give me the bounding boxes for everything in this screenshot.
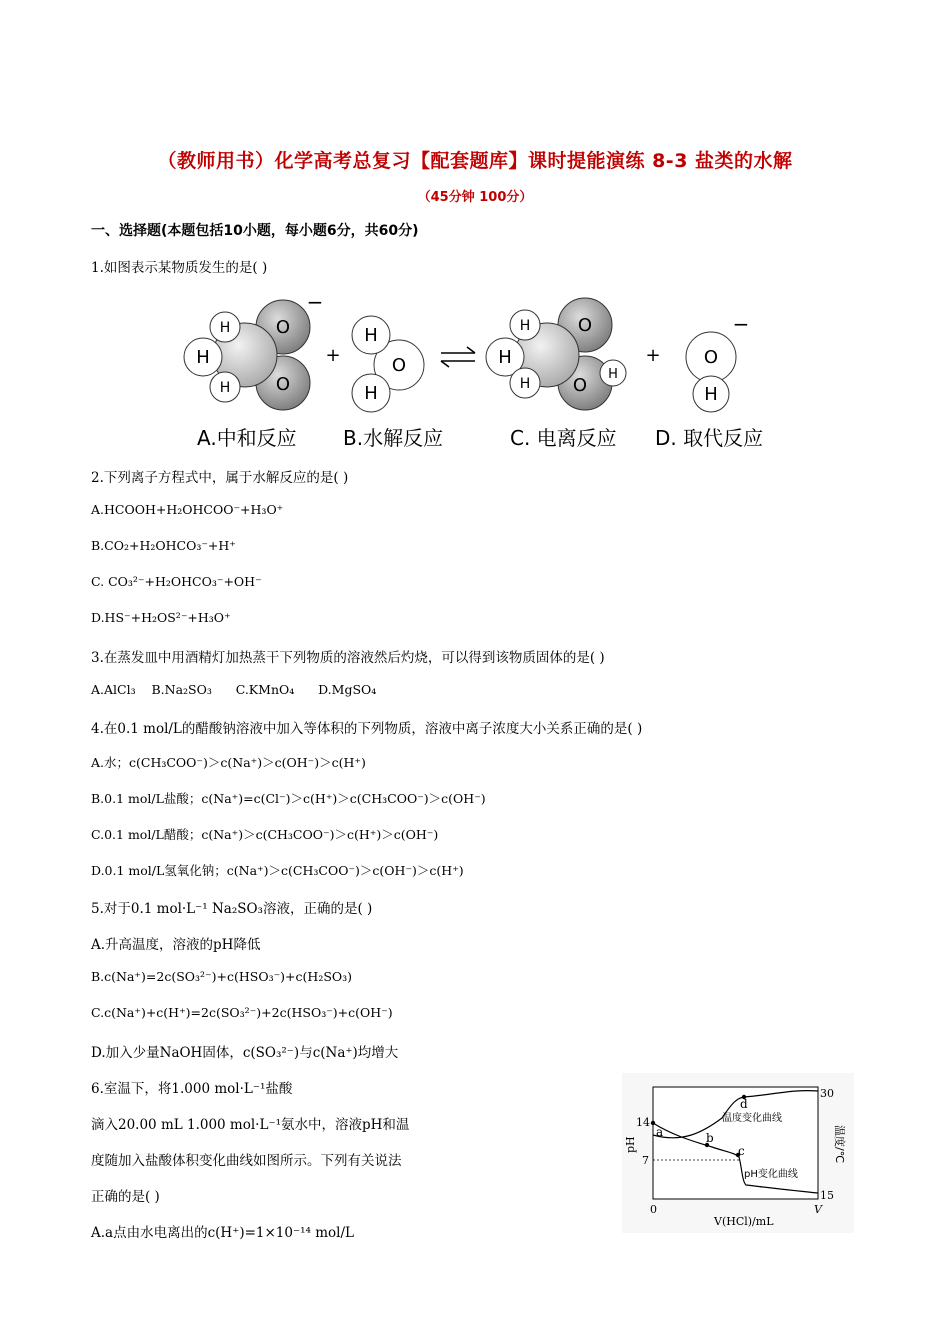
- q3-options: A.AlCl₃ B.Na₂SO₃ C.KMnO₄ D.MgSO₄: [91, 682, 377, 697]
- q6-line3: 度随加入盐酸体积变化曲线如图所示。下列有关说法: [91, 1153, 402, 1169]
- point-a: [651, 1121, 655, 1125]
- q2-option-d: D.HS⁻+H₂OS²⁻+H₃O⁺: [91, 610, 231, 625]
- plus-sign: +: [645, 345, 661, 366]
- atom-label: O: [572, 375, 588, 396]
- q3-stem: 3.在蒸发皿中用酒精灯加热蒸干下列物质的溶液然后灼烧，可以得到该物质固体的是( ): [91, 650, 605, 666]
- equilibrium-arrow-icon: [441, 347, 475, 367]
- atom-label: H: [364, 325, 378, 346]
- plus-sign: +: [325, 345, 341, 366]
- atom-label: H: [519, 318, 531, 334]
- q4-option-b: B.0.1 mol/L盐酸；c(Na⁺)=c(Cl⁻)＞c(H⁺)＞c(CH₃COO⁻)＞c(OH⁻): [91, 791, 486, 806]
- temp-curve-label: 温度变化曲线: [722, 1113, 782, 1124]
- tick-7: 7: [642, 1154, 649, 1167]
- y-right-label: 温度/℃: [833, 1125, 846, 1164]
- x-axis-label: V(HCl)/mL: [714, 1215, 774, 1228]
- q4-option-d: D.0.1 mol/L氢氧化钠；c(Na⁺)＞c(CH₃COO⁻)＞c(OH⁻)＞c(H⁺): [91, 863, 464, 878]
- atom-label: H: [608, 367, 618, 382]
- atom-label: H: [219, 320, 231, 336]
- atom-label: O: [577, 315, 593, 336]
- atom-label: O: [275, 374, 291, 395]
- tick-14: 14: [636, 1116, 650, 1129]
- q4-option-a: A.水；c(CH₃COO⁻)＞c(Na⁺)＞c(OH⁻)＞c(H⁺): [91, 755, 366, 770]
- q4-option-c: C.0.1 mol/L醋酸；c(Na⁺)＞c(CH₃COO⁻)＞c(H⁺)＞c(OH⁻): [91, 827, 439, 842]
- molecule-water: [352, 316, 424, 412]
- atom-label: O: [703, 347, 719, 368]
- label-a: a: [656, 1125, 664, 1139]
- q5-option-b: B.c(Na⁺)=2c(SO₃²⁻)+c(HSO₃⁻)+c(H₂SO₃): [91, 969, 353, 984]
- q1-option-b: B.水解反应: [343, 426, 444, 450]
- molecule-hydroxide: [686, 312, 749, 412]
- q1-option-c: C. 电离反应: [510, 426, 617, 450]
- charge-minus: −: [732, 312, 750, 336]
- q1-stem: 1.如图表示某物质发生的是( ): [91, 260, 268, 276]
- charge-minus: −: [306, 295, 324, 314]
- molecule-3: [486, 298, 626, 410]
- q6-line2: 滴入20.00 mL 1.000 mol·L⁻¹氨水中，溶液pH和温: [91, 1117, 410, 1133]
- atom-label: O: [275, 317, 291, 338]
- label-c: c: [738, 1144, 745, 1158]
- tick-0: 0: [650, 1203, 657, 1216]
- q1-option-d: D. 取代反应: [655, 426, 764, 450]
- atom-label: H: [196, 347, 210, 368]
- q5-option-a: A.升高温度，溶液的pH降低: [91, 937, 261, 953]
- q2-stem: 2.下列离子方程式中，属于水解反应的是( ): [91, 470, 349, 486]
- q5-option-d: D.加入少量NaOH固体，c(SO₃²⁻)与c(Na⁺)均增大: [91, 1045, 399, 1061]
- atom-label: H: [519, 376, 531, 392]
- q2-option-b: B.CO₂+H₂OHCO₃⁻+H⁺: [91, 538, 236, 553]
- ph-curve-label: pH变化曲线: [744, 1169, 798, 1180]
- q4-stem: 4.在0.1 mol/L的醋酸钠溶液中加入等体积的下列物质，溶液中离子浓度大小关系正确的是( ): [91, 721, 643, 737]
- q2-option-c: C. CO₃²⁻+H₂OHCO₃⁻+OH⁻: [91, 574, 262, 589]
- tick-30: 30: [820, 1087, 834, 1100]
- q1-molecule-figure: [175, 295, 785, 415]
- q1-option-a: A.中和反应: [197, 426, 297, 450]
- tick-v: V: [814, 1203, 822, 1216]
- q5-option-c: C.c(Na⁺)+c(H⁺)=2c(SO₃²⁻)+2c(HSO₃⁻)+c(OH⁻): [91, 1005, 393, 1020]
- q6-titration-graph: [622, 1073, 854, 1233]
- atom-label: H: [364, 383, 378, 404]
- label-b: b: [706, 1131, 714, 1145]
- tick-15: 15: [820, 1189, 834, 1202]
- q6-line4: 正确的是( ): [91, 1189, 160, 1205]
- q6-option-a: A.a点由水电离出的c(H⁺)=1×10⁻¹⁴ mol/L: [91, 1225, 354, 1241]
- atom-label: H: [704, 384, 718, 405]
- atom-label: H: [219, 380, 231, 396]
- q5-stem: 5.对于0.1 mol·L⁻¹ Na₂SO₃溶液，正确的是( ): [91, 901, 373, 917]
- y-left-label: pH: [624, 1136, 637, 1153]
- page-subtitle: （45分钟 100分）: [417, 190, 533, 205]
- page-title: （教师用书）化学高考总复习【配套题库】课时提能演练 8-3 盐类的水解: [157, 150, 793, 172]
- molecule-1: [184, 295, 323, 410]
- q6-line1: 6.室温下，将1.000 mol·L⁻¹盐酸: [91, 1081, 293, 1097]
- atom-label: H: [498, 347, 512, 368]
- label-d: d: [740, 1097, 748, 1111]
- q2-option-a: A.HCOOH+H₂OHCOO⁻+H₃O⁺: [91, 502, 284, 517]
- section-heading: 一、选择题(本题包括10小题，每小题6分，共60分): [91, 223, 419, 239]
- atom-label: O: [391, 355, 407, 376]
